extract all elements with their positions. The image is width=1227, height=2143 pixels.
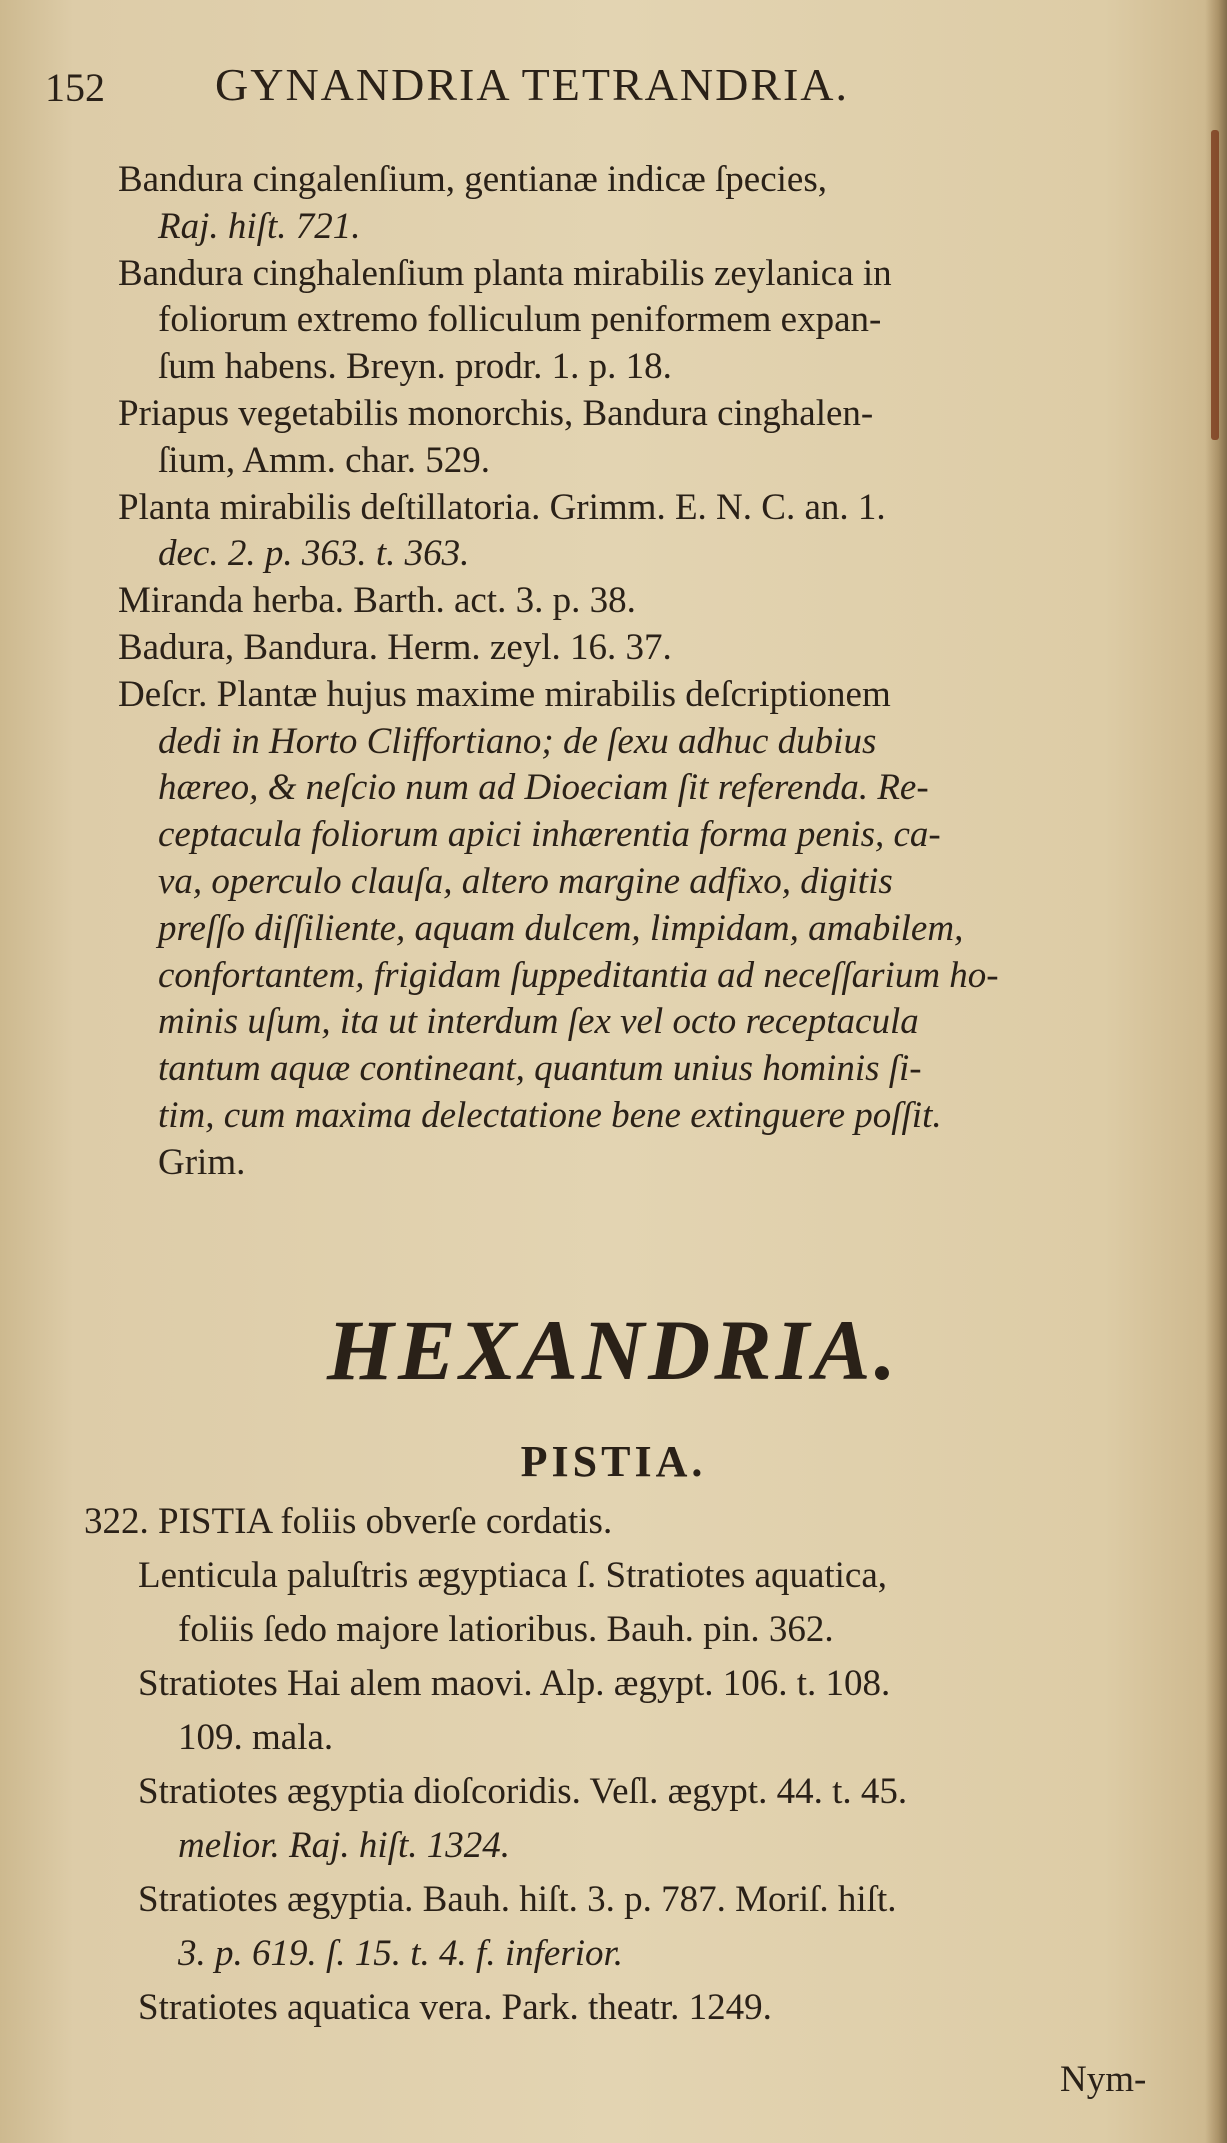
text-line: foliis ſedo majore latioribus. Bauh. pin. 362.: [178, 1609, 834, 1650]
text-line: ſium, Amm. char. 529.: [158, 439, 490, 481]
text-line: 109. mala.: [178, 1717, 334, 1758]
text-line: va, operculo clauſa, altero margine adfixo, digitis: [158, 861, 893, 902]
text-line: melior. Raj. hiſt. 1324.: [178, 1825, 510, 1866]
text-line: dedi in Horto Cliffortiano; de ſexu adhuc dubius: [158, 720, 877, 762]
genus-title: PISTIA.: [520, 1437, 707, 1486]
text-line: Stratiotes aquatica vera. Park. theatr. 1249.: [138, 1987, 772, 2028]
text-line: hæreo, & neſcio num ad Dioeciam ſit referenda. Re-: [158, 767, 929, 809]
text-line: minis uſum, ita ut interdum ſex vel octo receptacula: [158, 1001, 919, 1043]
text-line: Grim.: [158, 1141, 246, 1183]
text-line: Bandura cingalenſium, gentianæ indicæ ſpecies,: [118, 159, 827, 200]
text-line: 322. PISTIA foliis obverſe cordatis.: [84, 1501, 613, 1542]
text-line: ſum habens. Breyn. prodr. 1. p. 18.: [158, 346, 672, 388]
page-header: [45, 58, 1125, 128]
text-line: confortantem, frigidam ſuppeditantia ad neceſſarium ho-: [158, 954, 999, 996]
text-line: Stratiotes ægyptia. Bauh. hiſt. 3. p. 787. Moriſ. hiſt.: [138, 1879, 897, 1920]
text-line: tantum aquæ contineant, quantum unius hominis ſi-: [158, 1048, 922, 1090]
running-head: GYNANDRIA TETRANDRIA.: [215, 59, 850, 110]
text-line: Raj. hiſt. 721.: [158, 205, 361, 247]
section-title: HEXANDRIA.: [327, 1302, 900, 1398]
text-line: Stratiotes Hai alem maovi. Alp. ægypt. 106. t. 108.: [138, 1663, 891, 1704]
catchword: Nym-: [1060, 2059, 1147, 2100]
text-line: Deſcr. Plantæ hujus maxime mirabilis deſcriptionem: [118, 673, 891, 715]
text-line: foliorum extremo folliculum peniformem expan-: [158, 299, 882, 341]
text-line: Badura, Bandura. Herm. zeyl. 16. 37.: [118, 627, 672, 668]
text-line: Priapus vegetabilis monorchis, Bandura cinghalen-: [118, 393, 874, 434]
text-line: tim, cum maxima delectatione bene extinguere poſſit.: [158, 1095, 942, 1136]
text-line: Stratiotes ægyptia dioſcoridis. Veſl. ægypt. 44. t. 45.: [138, 1771, 908, 1812]
page-number: 152: [45, 65, 105, 110]
text-line: Miranda herba. Barth. act. 3. p. 38.: [118, 580, 636, 622]
text-line: Lenticula paluſtris ægyptiaca ſ. Stratiotes aquatica,: [138, 1555, 888, 1596]
text-line: preſſo diſſiliente, aquam dulcem, limpidam, amabilem,: [158, 907, 964, 949]
text-line: dec. 2. p. 363. t. 363.: [158, 533, 470, 575]
binding-mark: [1211, 130, 1219, 440]
text-line: ceptacula foliorum apici inhærentia forma penis, ca-: [158, 814, 941, 856]
text-line: 3. p. 619. ſ. 15. t. 4. f. inferior.: [178, 1933, 624, 1974]
text-line: Planta mirabilis deſtillatoria. Grimm. E. N. C. an. 1.: [118, 486, 886, 528]
text-line: Bandura cinghalenſium planta mirabilis zeylanica in: [118, 252, 892, 294]
